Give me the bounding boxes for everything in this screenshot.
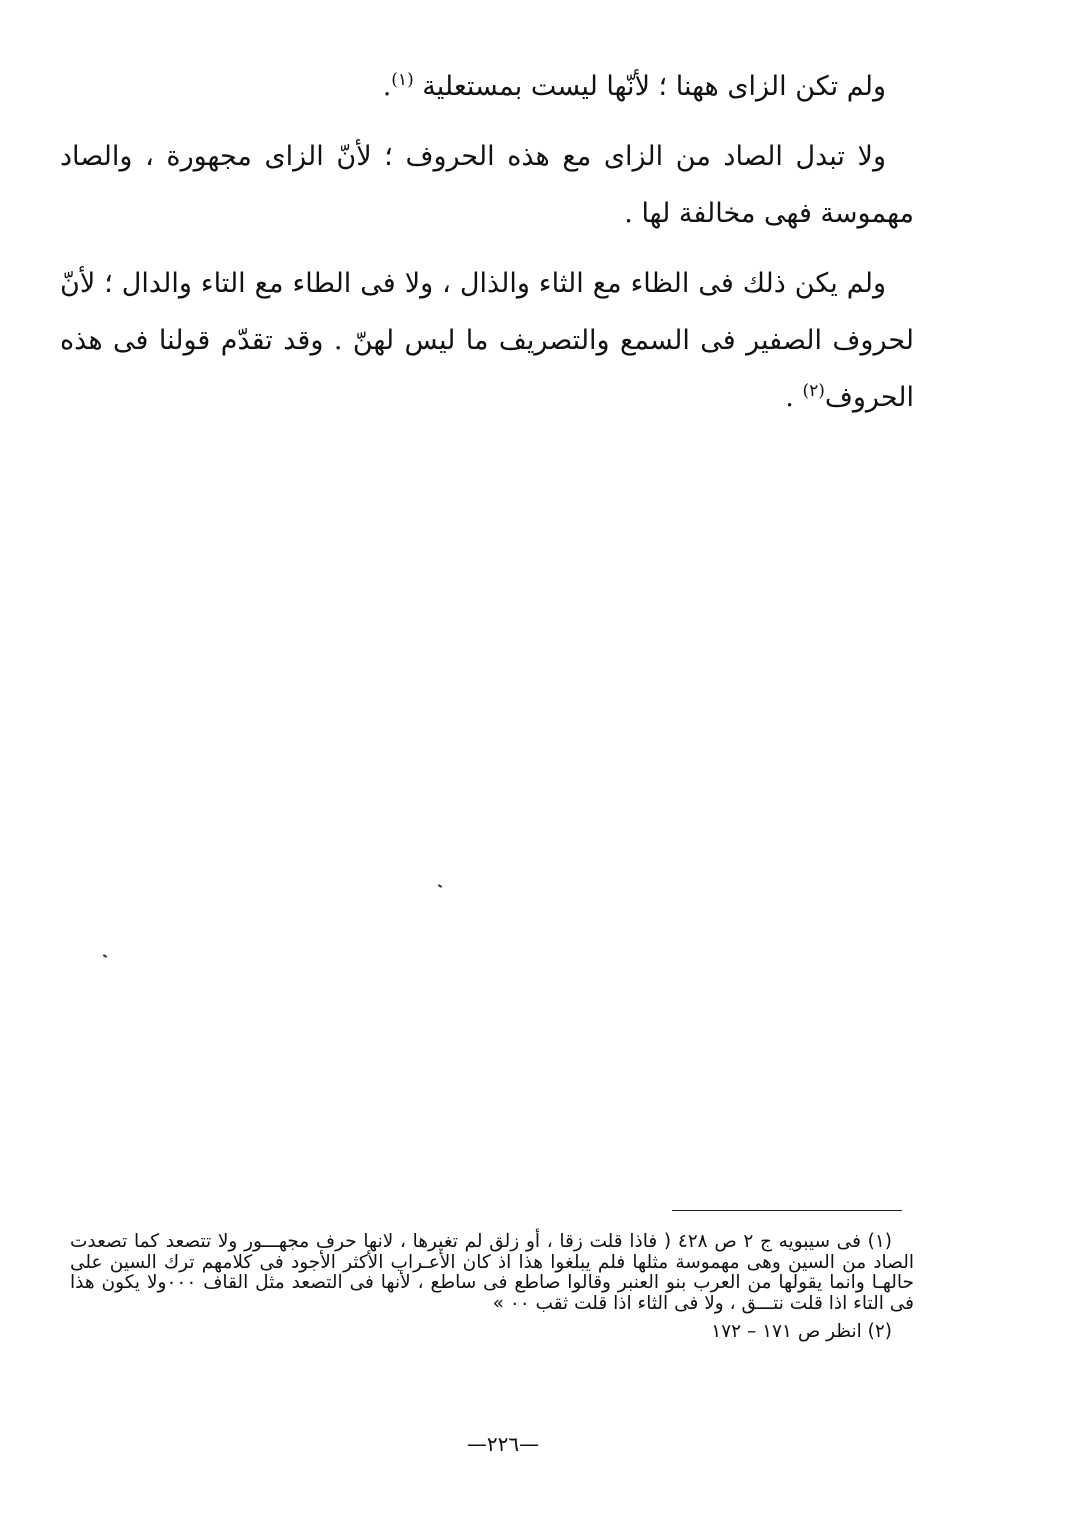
paragraph-1 <box>60 58 914 115</box>
footnote-ref-2: (٢) <box>802 381 825 401</box>
paragraph-3 <box>60 255 914 426</box>
scan-speck <box>103 954 107 958</box>
footnote-1: (١) فى سيبويه ج ٢ ص ٤٢٨ ( فاذا قلت زقا ، أو زلق لم تغيرها ، لانها حرف مجهـــور ولا تتصعد كما تصعدت الصاد من السين وهى مهموسة مثلها فلم يبلغوا هذا اذ كان الأعـراب الأكثر الأجود فى كلامهم ترك السين على حالهـا وانما يقولها من العرب بنو العنبر وقالوا صاطع فى ساطع ، لأنها فى التصعد مثل القاف ٠٠٠ولا يكون هذا فى التاء اذا قلت نتـــق ، ولا فى الثاء اذا قلت ثقب ٠٠ » <box>70 1231 914 1314</box>
paragraph-2-text: ولا تبدل الصاد من الزاى مع هذه الحروف ؛ لأنّ الزاى مجهورة ، والصاد مهموسة فهى مخالفة لها . <box>60 141 914 229</box>
paragraph-1-end: . <box>382 71 392 102</box>
paragraph-2 <box>60 128 914 242</box>
footnote-ref-1: (١) <box>391 70 414 90</box>
paragraph-1-text: ولم تكن الزاى ههنا ؛ لأنّها ليست بمستعلية <box>422 71 886 102</box>
footnote-2: (٢) انظر ص ١٧١ – ١٧٢ <box>711 1321 892 1342</box>
footnote-separator <box>672 1210 902 1211</box>
page-number: —٢٢٦— <box>466 1432 540 1456</box>
footnotes <box>70 1232 914 1343</box>
paragraph-3-text: ولم يكن ذلك فى الظاء مع الثاء والذال ، ولا فى الطاء مع التاء والدال ؛ لأنّ لحروف الصفير فى السمع والتصريف ما ليس لهنّ . وقد تقدّم قولنا فى هذه الحروف <box>60 268 914 413</box>
paragraph-3-end: . <box>785 382 794 413</box>
scan-speck <box>438 884 442 888</box>
main-text <box>60 58 914 439</box>
